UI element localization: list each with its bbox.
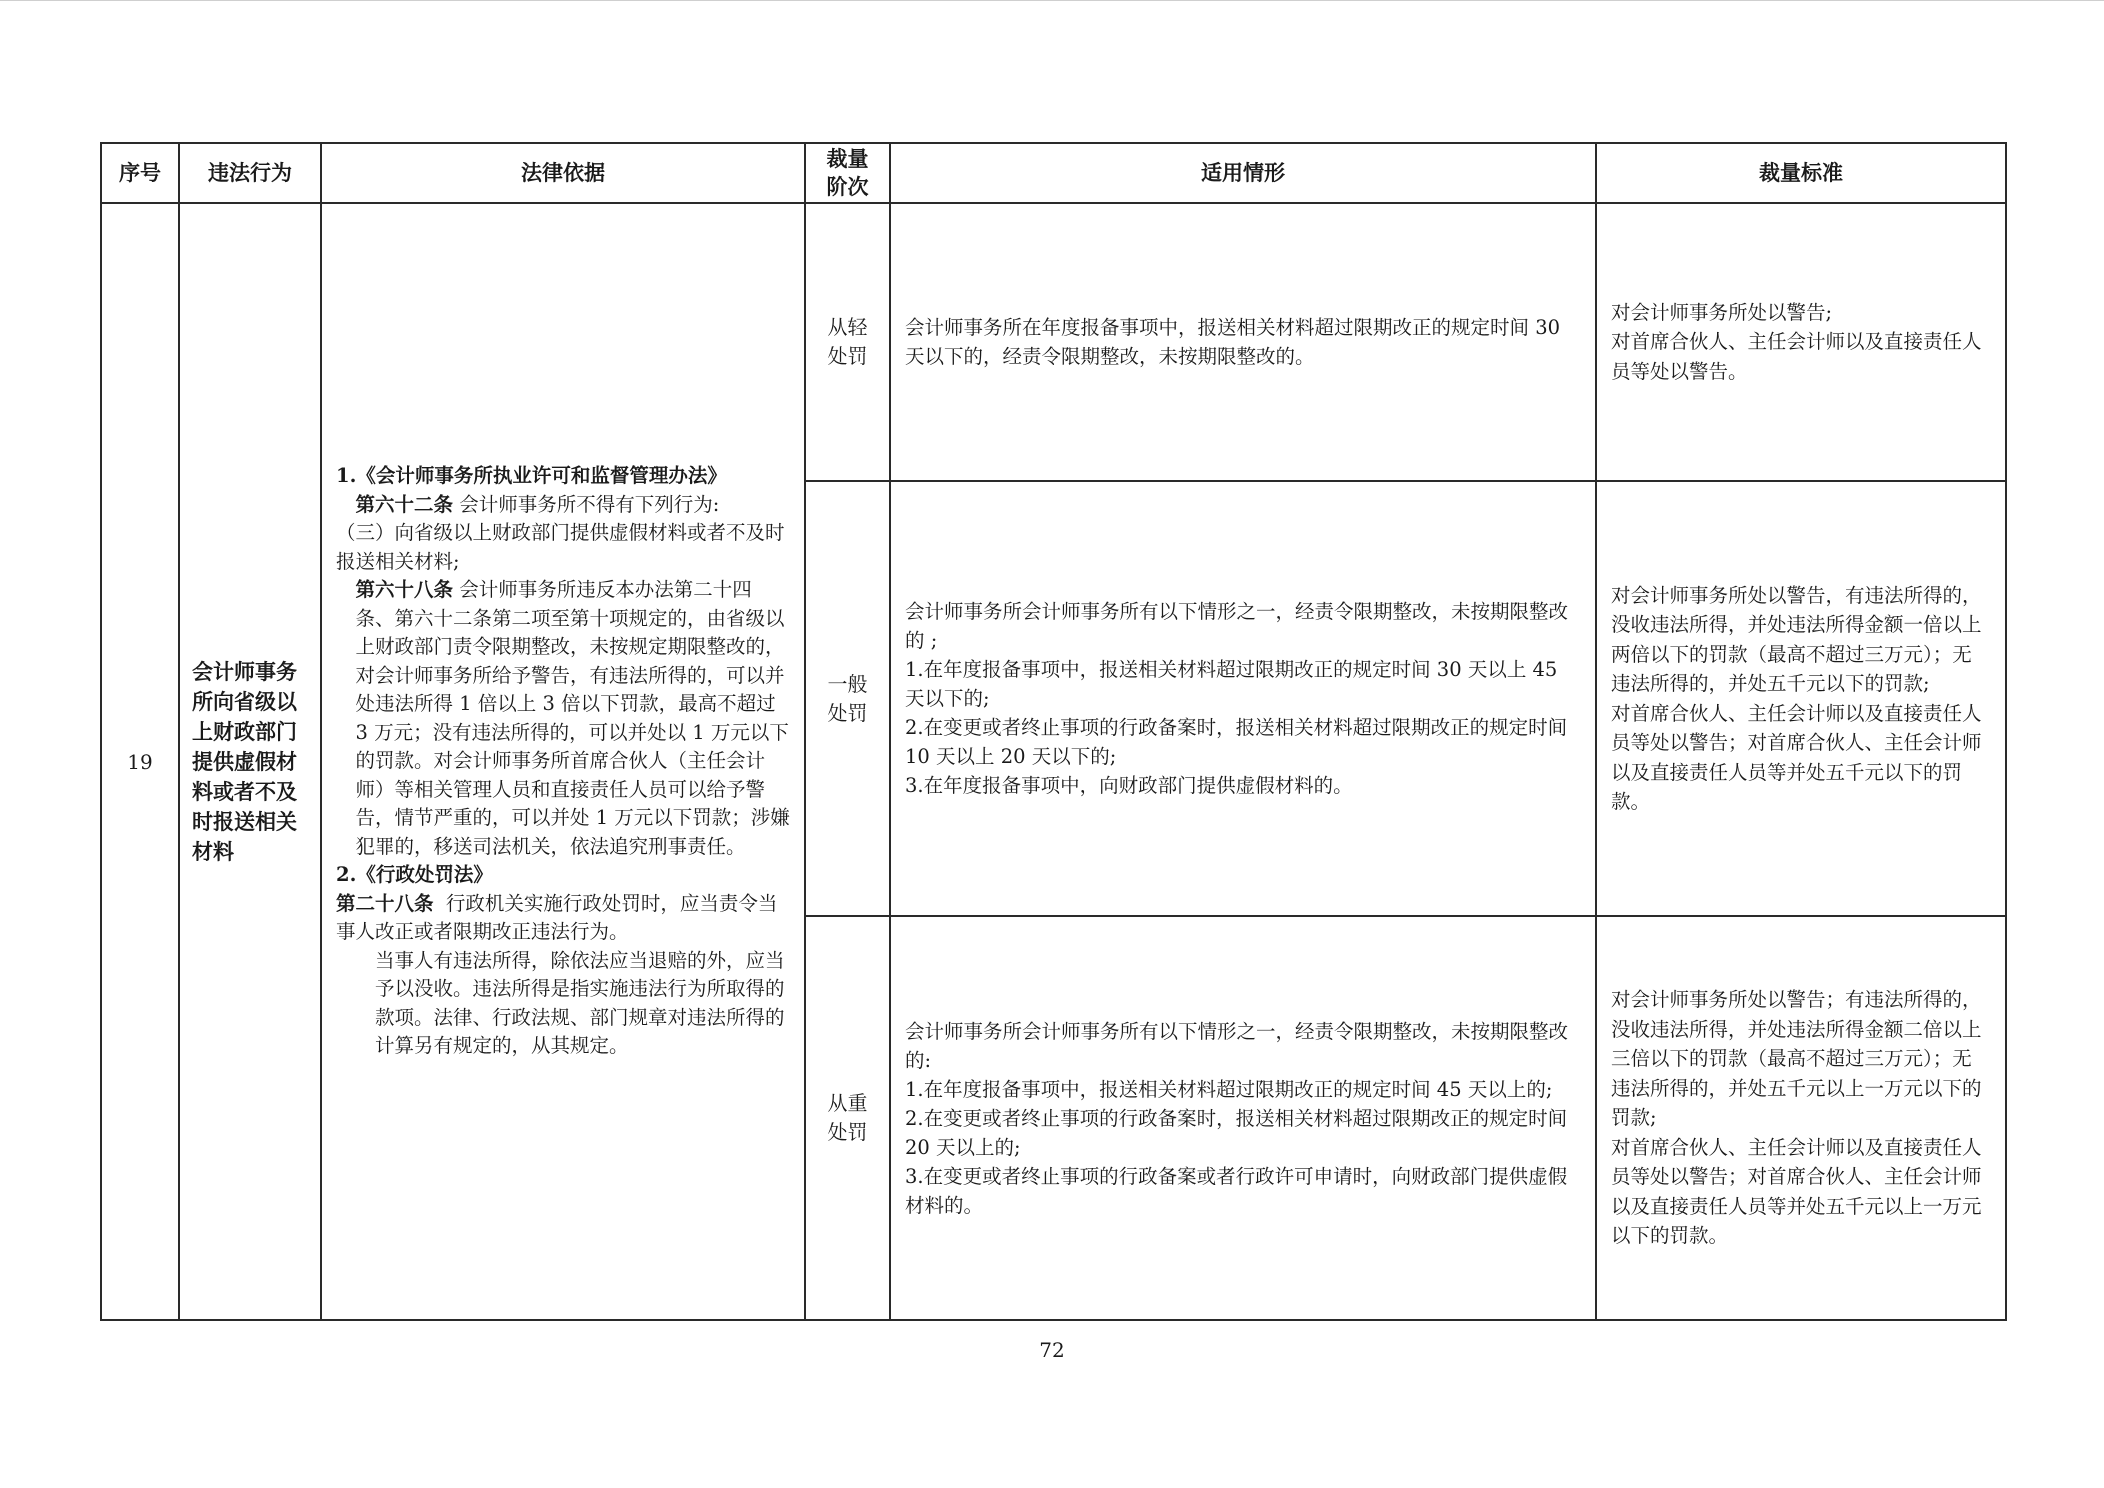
header-legal-basis: 法律依据: [321, 143, 805, 203]
article-62-item-3: （三）向省级以上财政部门提供虚假材料或者不及时报送相关材料;: [336, 521, 785, 573]
row-number: 19: [101, 203, 179, 1320]
law-title-1: 1.《会计师事务所执业许可和监督管理办法》: [336, 464, 727, 488]
situation-heavy-line-3: 2.在变更或者终止事项的行政备案时，报送相关材料超过限期改正的规定时间 20 天以上的;: [905, 1106, 1574, 1159]
standard-general-line-2: 对首席合伙人、主任会计师以及直接责任人员等处以警告；对首席合伙人、主任会计师以及直接责任人员等并处五千元以下的罚款。: [1611, 701, 1982, 813]
violation-cell: 会计师事务所向省级以上财政部门提供虚假材料或者不及时报送相关材料: [179, 203, 321, 1320]
situation-light-line-1: 会计师事务所在年度报备事项中，报送相关材料超过限期改正的规定时间 30 天以下的，经责令限期整改，未按期限整改的。: [905, 316, 1567, 368]
standard-light-line-1: 对会计师事务所处以警告;: [1611, 300, 1833, 324]
standard-light: [1596, 203, 2006, 481]
law-article-68: [336, 576, 790, 861]
situation-heavy-line-4: 3.在变更或者终止事项的行政备案或者行政许可申请时，向财政部门提供虚假材料的。: [905, 1164, 1568, 1217]
situation-heavy-line-1: 会计师事务所会计师事务所有以下情形之一，经责令限期整改，未按期限整改的:: [905, 1019, 1569, 1072]
header-no: 序号: [101, 143, 179, 203]
header-standard: 裁量标准: [1596, 143, 2006, 203]
law-article-28: [336, 890, 790, 947]
standard-general: [1596, 481, 2006, 916]
law-article-62: [336, 491, 790, 520]
article-28-heading: 第二十八条: [336, 891, 434, 915]
situation-general-line-4: 3.在年度报备事项中，向财政部门提供虚假材料的。: [905, 774, 1353, 797]
situation-general: [890, 481, 1596, 916]
table-row-light: [101, 203, 2006, 481]
article-62-heading: 第六十二条: [355, 492, 454, 516]
penalty-discretion-table: [100, 142, 2007, 1321]
article-68-heading: 第六十八条: [355, 578, 454, 602]
legal-basis-cell: [321, 203, 805, 1320]
level-heavy: 从重 处罚: [805, 916, 890, 1320]
standard-heavy-line-2: 对首席合伙人、主任会计师以及直接责任人员等处以警告；对首席合伙人、主任会计师以及直接责任人员等并处五千元以上一万元以下的罚款。: [1611, 1135, 1982, 1248]
article-28-paragraph-2: 当事人有违法所得，除依法应当退赔的外，应当予以没收。违法所得是指实施违法行为所取得的款项。法律、行政法规、部门规章对违法所得的计算另有规定的，从其规定。: [375, 948, 785, 1058]
situation-heavy: [890, 916, 1596, 1320]
situation-general-line-1: 会计师事务所会计师事务所有以下情形之一，经责令限期整改，未按期限整改的 ;: [905, 600, 1569, 652]
situation-light: [890, 203, 1596, 481]
page-number: 72: [1039, 1338, 1065, 1362]
header-situation: 适用情形: [890, 143, 1596, 203]
level-light: 从轻 处罚: [805, 203, 890, 481]
table-header-row: [101, 143, 2006, 203]
standard-heavy-line-1: 对会计师事务所处以警告；有违法所得的，没收违法所得，并处违法所得金额二倍以上三倍以下的罚款（最高不超过三万元）；无违法所得的，并处五千元以上一万元以下的罚款;: [1611, 988, 1982, 1130]
header-level: 裁量 阶次: [805, 143, 890, 203]
level-general: 一般 处罚: [805, 481, 890, 916]
situation-heavy-line-2: 1.在年度报备事项中，报送相关材料超过限期改正的规定时间 45 天以上的;: [905, 1077, 1553, 1101]
header-violation: 违法行为: [179, 143, 321, 203]
situation-general-line-2: 1.在年度报备事项中，报送相关材料超过限期改正的规定时间 30 天以上 45 天以下的;: [905, 658, 1564, 710]
article-68-body: 会计师事务所违反本办法第二十四条、第六十二条第二项至第十项规定的，由省级以上财政部门责令限期整改，未按规定期限整改的，对会计师事务所给予警告，有违法所得的，可以并处违法所得 1 倍以上 3 倍以下罚款，最高不超过 3 万元；没有违法所得的，可以并处以 1 万元以下的罚款。对会计师事务所首席合伙人（主任会计师）等相关管理人员和直接责任人员可以给予警告，情节严重的，可以并处 1 万元以下罚款；涉嫌犯罪的，移送司法机关，依法追究刑事责任。: [355, 578, 790, 858]
standard-general-line-1: 对会计师事务所处以警告，有违法所得的，没收违法所得，并处违法所得金额一倍以上两倍以下的罚款（最高不超过三万元）；无违法所得的，并处五千元以下的罚款;: [1611, 583, 1982, 695]
article-62-body: 会计师事务所不得有下列行为:: [453, 492, 720, 516]
standard-heavy: [1596, 916, 2006, 1320]
law-title-2: 2.《行政处罚法》: [336, 863, 493, 887]
standard-light-line-2: 对首席合伙人、主任会计师以及直接责任人员等处以警告。: [1611, 330, 1982, 383]
situation-general-line-3: 2.在变更或者终止事项的行政备案时，报送相关材料超过限期改正的规定时间 10 天以上 20 天以下的;: [905, 716, 1574, 768]
article-28-body: 行政机关实施行政处罚时，应当责令当事人改正或者限期改正违法行为。: [336, 891, 778, 944]
top-border-line: [0, 0, 2104, 1]
